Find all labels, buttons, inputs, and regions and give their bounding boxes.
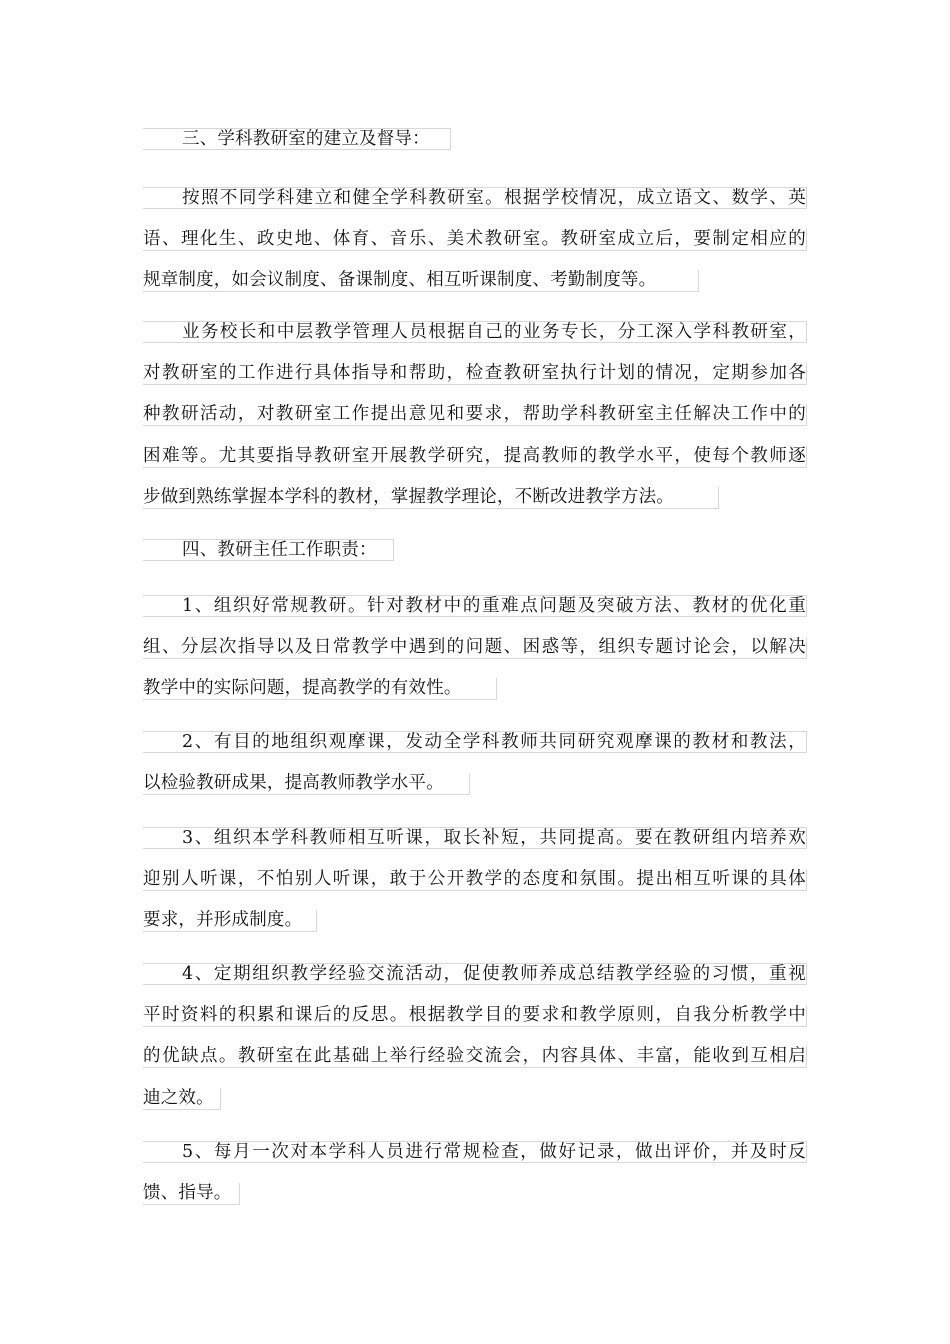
text-line: 组、分层次指导以及日常教学中遇到的问题、困惑等，组织专题讨论会，以解决 [143,636,806,657]
paragraph [143,321,807,533]
text-line: 的优缺点。教研室在此基础上举行经验交流会，内容具体、丰富，能收到互相启 [143,1046,806,1066]
text-line: 迪之效。 [143,1088,221,1110]
section-heading [143,539,807,585]
text-line: 要求，并形成制度。 [143,910,317,932]
text-line: 4、定期组织教学经验交流活动，促使教师养成总结教学经验的习惯，重视 [143,963,807,985]
text-line: 语、理化生、政史地、体育、音乐、美术教研室。教研室成立后，要制定相应的 [143,228,806,249]
text-line: 困难等。尤其要指导教研室开展教学研究，提高教师的教学水平，使每个教师逐 [143,445,806,466]
paragraph [143,595,807,724]
text-line: 以检验教研成果，提高教师教学水平。 [143,773,470,795]
text-line: 5、每月一次对本学科人员进行常规检查，做好记录，做出评价，并及时反 [143,1141,807,1163]
paragraph [143,187,807,316]
text-line: 平时资料的积累和课后的反思。根据教学目的要求和教学原则，自我分析教学中 [143,1004,806,1025]
text-line: 三、学科教研室的建立及督导： [143,128,451,150]
paragraph [143,827,807,956]
text-line: 1、组织好常规教研。针对教材中的重难点问题及突破方法、教材的优化重 [143,595,807,617]
text-line: 按照不同学科建立和健全学科教研室。根据学校情况，成立语文、数学、英 [143,187,807,209]
text-line: 馈、指导。 [143,1183,240,1205]
text-line: 步做到熟练掌握本学科的教材，掌握教学理论，不断改进教学方法。 [143,487,719,509]
text-line: 3、组织本学科教师相互听课，取长补短，共同提高。要在教研组内培养欢 [143,827,807,849]
text-line: 种教研活动，对教研室工作提出意见和要求，帮助学科教研室主任解决工作中的 [143,404,806,424]
text-line: 迎别人听课，不怕别人听课，敢于公开教学的态度和氛围。提出相互听课的具体 [143,868,806,889]
text-line: 对教研室的工作进行具体指导和帮助，检查教研室执行计划的情况，定期参加各 [143,362,806,383]
paragraph [143,1141,807,1228]
text-line: 规章制度，如会议制度、备课制度、相互听课制度、考勤制度等。 [143,270,699,292]
text-line: 业务校长和中层教学管理人员根据自己的业务专长，分工深入学科教研室， [143,321,807,343]
paragraph [143,731,807,818]
paragraph [143,963,807,1133]
text-line: 2、有目的地组织观摩课，发动全学科教师共同研究观摩课的教材和教法， [143,731,807,753]
text-line: 教学中的实际问题，提高教学的有效性。 [143,678,497,700]
section-heading [143,128,807,174]
text-line: 四、教研主任工作职责： [143,539,394,561]
